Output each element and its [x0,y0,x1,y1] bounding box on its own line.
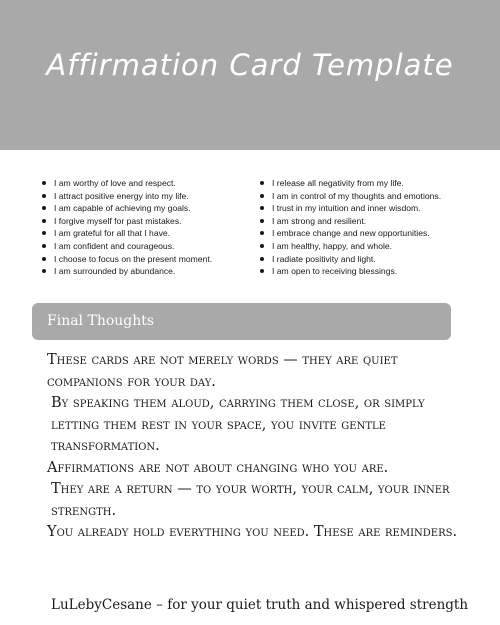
page-title: Affirmation Card Template [46,48,454,82]
list-item: I am worthy of love and respect. [40,177,260,190]
bullet-icon [260,194,264,198]
list-item: I embrace change and new opportunities. [258,227,488,240]
bullet-icon [260,244,264,248]
bullet-icon [42,257,46,261]
list-item: I choose to focus on the present moment. [40,253,260,266]
list-item: I am surrounded by abundance. [40,265,260,278]
section-heading: Final Thoughts [47,313,155,329]
paragraph: They are a return — to your worth, your calm, your inner strength. [51,481,450,519]
bullet-icon [260,257,264,261]
final-thoughts-header [32,303,451,340]
header-banner [0,0,500,150]
bullet-icon [42,269,46,273]
affirmations-right-list [258,177,488,278]
list-item: I am in control of my thoughts and emotions. [258,190,488,203]
list-item: I trust in my intuition and inner wisdom. [258,202,488,215]
bullet-icon [42,231,46,235]
list-item: I am strong and resilient. [258,215,488,228]
bullet-icon [42,206,46,210]
list-item: I am confident and courageous. [40,240,260,253]
list-item: I attract positive energy into my life. [40,190,260,203]
bullet-icon [260,269,264,273]
list-item: I am grateful for all that I have. [40,227,260,240]
list-item: I am healthy, happy, and whole. [258,240,488,253]
paragraph: These cards are not merely words — they are quiet companions for your day. [47,352,398,390]
final-thoughts-body [47,350,467,544]
bullet-icon [260,181,264,185]
bullet-icon [260,206,264,210]
bullet-icon [42,181,46,185]
list-item: I release all negativity from my life. [258,177,488,190]
bullet-icon [260,231,264,235]
affirmations-left-list [40,177,260,278]
list-item: I forgive myself for past mistakes. [40,215,260,228]
list-item: I radiate positivity and light. [258,253,488,266]
bullet-icon [42,219,46,223]
list-item: I am capable of achieving my goals. [40,202,260,215]
paragraph: You already hold everything you need. These are reminders. [47,524,458,540]
signature-line: LuLebyCesane – for your quiet truth and whispered strength [51,597,469,613]
paragraph: Affirmations are not about changing who you are. [47,459,389,476]
bullet-icon [260,219,264,223]
bullet-icon [42,244,46,248]
bullet-icon [42,194,46,198]
list-item: I am open to receiving blessings. [258,265,488,278]
paragraph: By speaking them aloud, carrying them close, or simply letting them rest in your space, you invite gentle transformation. [51,395,425,454]
